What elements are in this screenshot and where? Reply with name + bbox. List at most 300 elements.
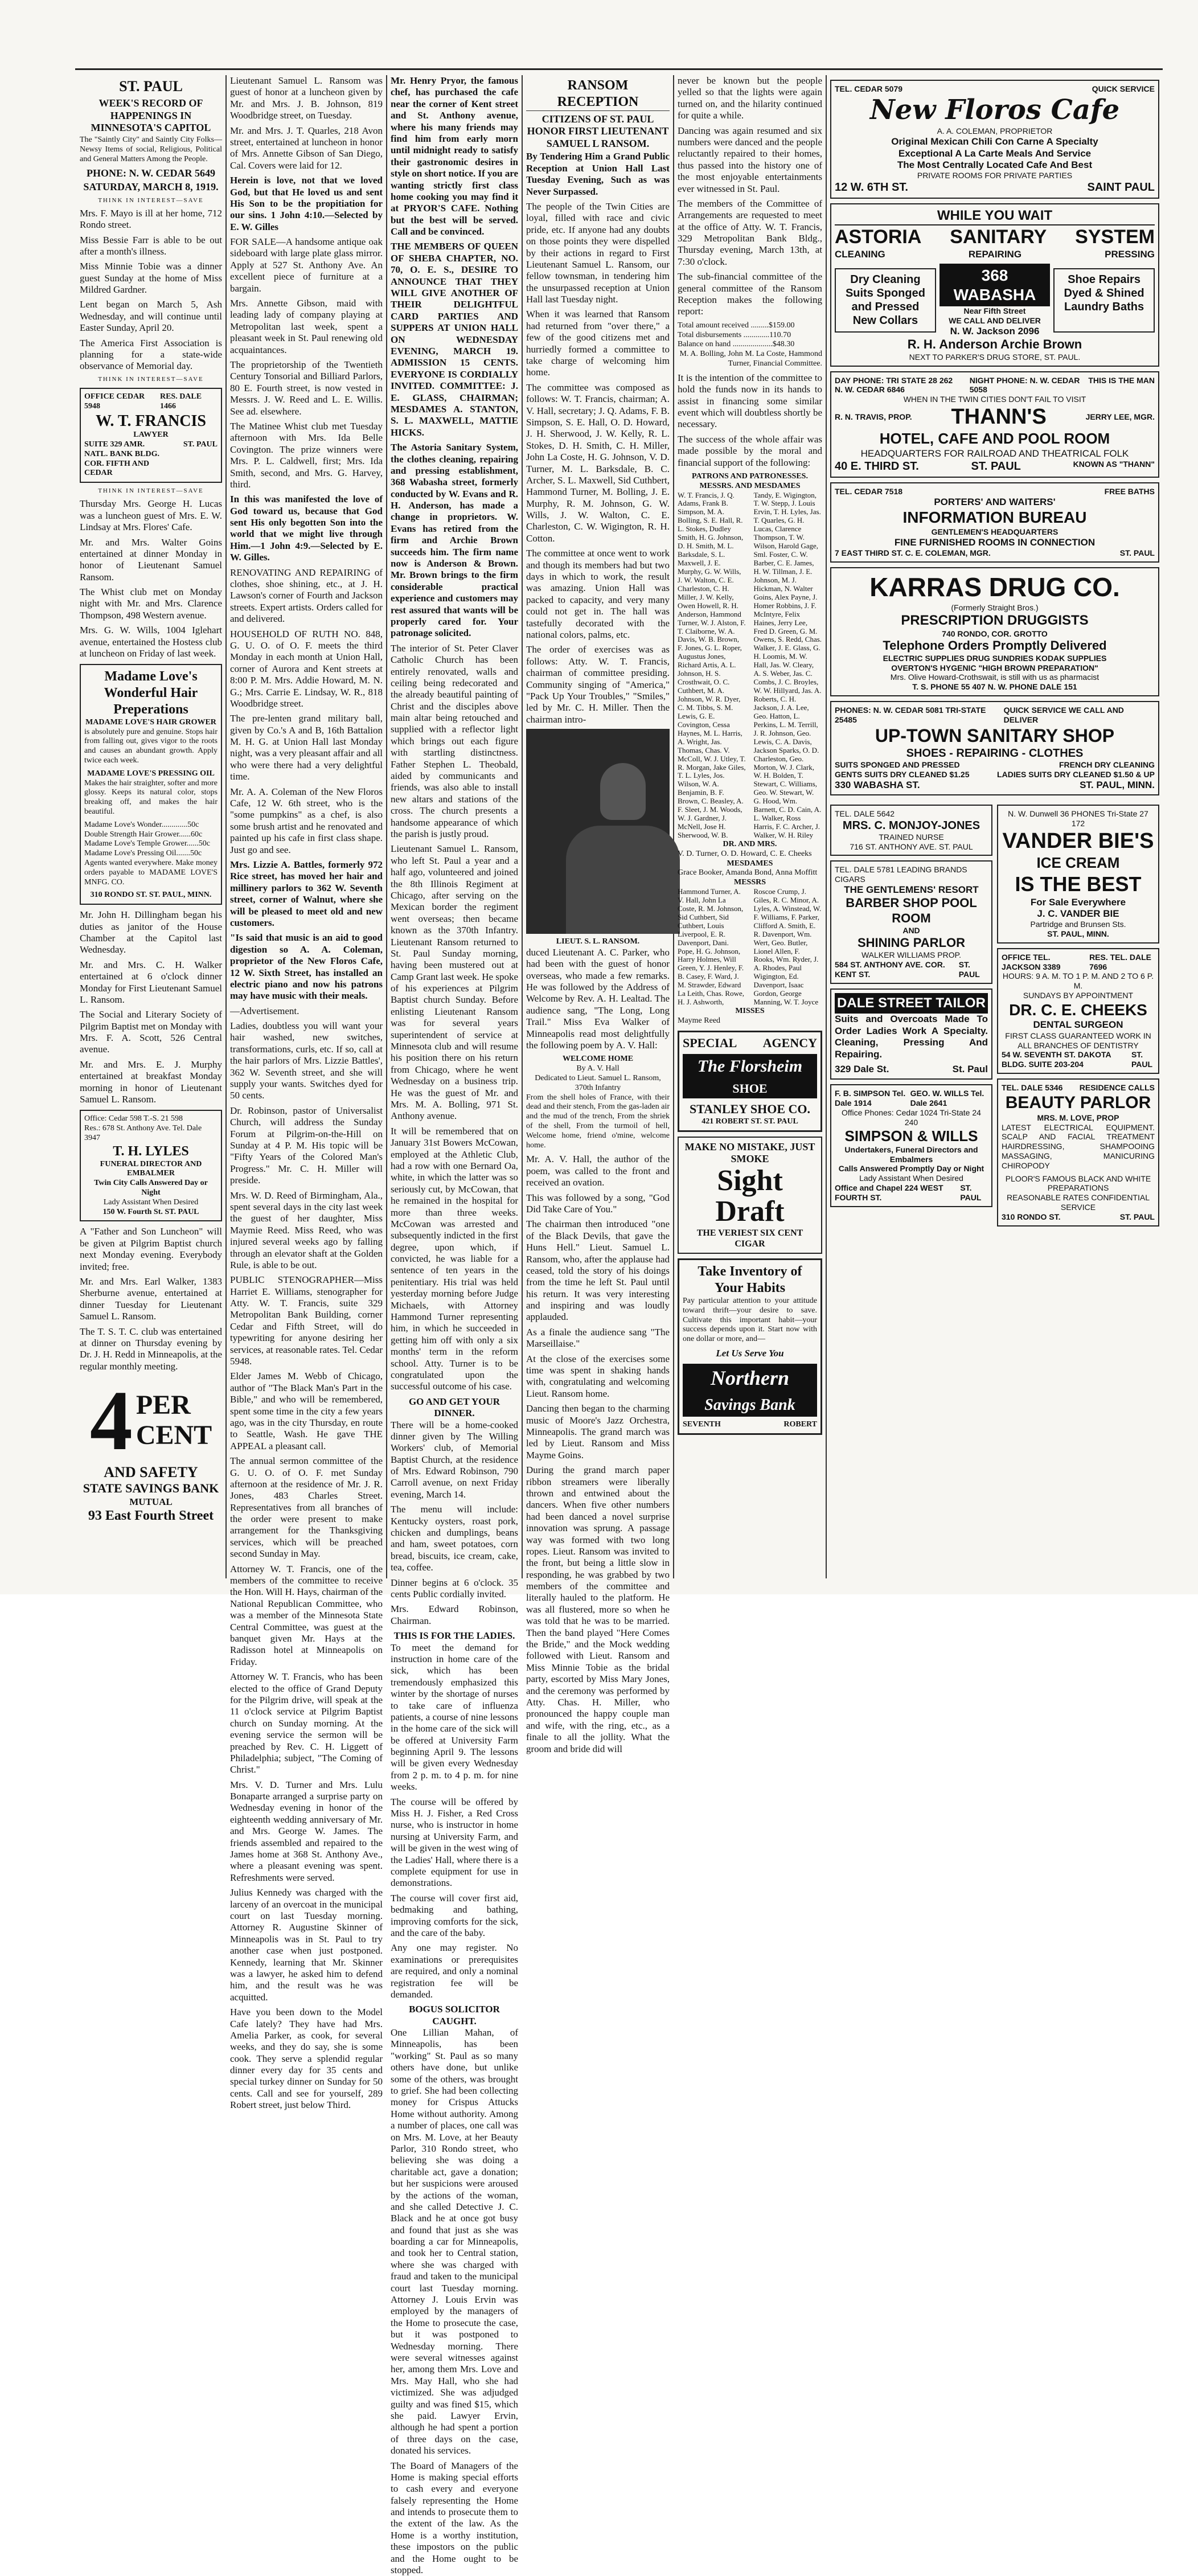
ad-store-name: STANLEY SHOE CO. xyxy=(689,1102,811,1117)
column-4 xyxy=(526,75,670,1754)
ad-line: PRIVATE ROOMS FOR PRIVATE PARTIES xyxy=(917,171,1073,181)
ad-right-box: Shoe Repairs Dyed & Shined Laundry Baths xyxy=(1053,268,1155,333)
ad-role: TRAINED NURSE xyxy=(879,832,944,842)
ad-city: ST. PAUL xyxy=(958,960,980,979)
column-5 xyxy=(678,75,822,1584)
news-item: Mr. and Mrs. Walter Goins entertained at dinner Monday in honor of Lieutenant Samuel Ransom. xyxy=(80,536,222,583)
ad-bank-name: Savings Bank xyxy=(683,1393,817,1417)
ad-lady: Lady Assistant When Desired xyxy=(103,1197,199,1207)
scripture-item: In this was manifested the love of God toward us, because that God sent His only begotten Son into the world that we might live through Him.—1 John 4:9.—Selected by E. W. Gilles. xyxy=(230,494,383,563)
ad-prop: WALKER WILLIAMS PROP. xyxy=(861,950,962,960)
name-list: V. D. Turner, O. D. Howard, C. E. Cheeks xyxy=(678,849,812,858)
article-paragraph: The members of the Committee of Arrangements are requested to meet at the office of Atty. W. T. Francis, 329 Metropolitan Bank Bldg., Thursday evening, March 13th, at 7:30 o'clock. xyxy=(678,198,822,267)
ad-name: KARRAS DRUG CO. xyxy=(869,572,1120,602)
ad-price: LADIES SUITS DRY CLEANED $1.50 & UP xyxy=(997,769,1155,779)
list-heading: DR. AND MRS. xyxy=(723,839,777,848)
news-item: "Is said that music is an aid to good digestion so A. A. Coleman, proprietor of the New Floros Cafe, 12 W. Sixth Street, has installed an electric piano and now his patrons may have music with their meals. xyxy=(230,932,383,1002)
name-list: Mayme Reed xyxy=(678,1016,721,1025)
classified-item: PUBLIC STENOGRAPHER—Miss Harriet E. Williams, stenographer for Atty. W. T. Francis, suite 329 Metropolitan Bank Building, corner Cedar and Fifth Street, will do typewriting for anyone desiring her services, at reasonable rates. Tel. Cedar 5948. xyxy=(230,1274,383,1367)
ad-service: PRESSING xyxy=(1105,248,1155,260)
article-paragraph: The committee was composed as follows: W. T. Francis, chairman; A. V. Hall, secretary; J. Q. Adams, F. B. Simpson, S. E. Hall, O. D. Howard, J. H. Sherwood, J. W. Kelly, R. L. Stokes, D. H. Smith, C. H. Miller, John La Coste, H. G. Johnson, V. D. Turner, M. L. Barksdale, B. C. Archer, S. L. Maxwell, Sid Cuthbert, Hammond Turner, M. Bolling, J. E. Murphy, R. M. Johnson, G. W. Wills, J. W. Walton, C. E. Charleston, C. W. Wigington, R. H. Cotton. xyxy=(526,382,670,544)
news-item: Thursday Mrs. George H. Lucas was a luncheon guest of Mrs. E. W. Lindsay at Mrs. Flores' Cafe. xyxy=(80,498,222,533)
classified-item: RENOVATING AND REPAIRING of clothes, shoe shining, etc., at J. H. Lawson's corner of Fourth and Jackson streets. Expert artists. Orders called for and delivered. xyxy=(230,567,383,625)
news-item: Dr. Robinson, pastor of Universalist Church, will address the Sunday Forum at Pilgrim-on-the-Hill on Sunday at 4 P. M. His topic will be "Fifty Years of the Colored Man's Progress." Mr. C. H. Miller will preside. xyxy=(230,1105,383,1186)
ad-phone: F. B. SIMPSON Tel. Dale 1914 xyxy=(835,1089,906,1108)
portrait-head xyxy=(600,763,646,820)
separator: THINK IN INTEREST—SAVE xyxy=(98,375,204,383)
photo-caption: LIEUT. S. L. RANSOM. xyxy=(556,937,640,946)
ad-phone: TEL. DALE 5781 LEADING BRANDS CIGARS xyxy=(835,865,967,884)
ad-phone: RES. TEL. DALE 7696 xyxy=(1089,952,1151,971)
ad-phone: OFFICE TEL. JACKSON 3389 xyxy=(1002,952,1061,971)
ad-address: 12 W. 6TH ST. xyxy=(835,181,908,194)
article-paragraph: duced Lieutenant A. C. Parker, who had been with the guest of honor overseas, who made a few remarks. He was followed by the Address of Welcome by Rev. A. H. Lealtad. The audience sang, "The Long, Long Trail." Miss Eva Walker of Minneapolis read most delightfully the following poem by A. V. Hall: xyxy=(526,946,670,1051)
ad-phone: N. W. Jackson 2096 xyxy=(950,325,1040,337)
ad-formerly: (Formerly Straight Bros.) xyxy=(951,603,1039,613)
ad-address: 330 WABASHA ST. xyxy=(835,779,920,790)
news-item: Elder James M. Webb of Chicago, author of "The Black Man's Part in the Bible," and who will be remembered, spent some time in the city a few years ago, was in the city Thursday, en route to Seattle, Wash. He gave THE APPEAL a pleasant call. xyxy=(230,1371,383,1451)
ad-city: St. Paul xyxy=(952,1064,988,1075)
column-rule xyxy=(673,75,674,1578)
ad-address: Office and Chapel 224 WEST FOURTH ST. xyxy=(835,1183,943,1202)
ad-line: PLOOR'S FAMOUS BLACK AND WHITE PREPARATIONS xyxy=(1005,1174,1151,1193)
section-blurb: The "Saintly City" and Saintly City Folks—Newsy Items of social, Religious, Political and General Matters Among the People. xyxy=(80,135,222,163)
issue-date: SATURDAY, MARCH 8, 1919. xyxy=(83,181,219,192)
ad-service: REPAIRING xyxy=(968,248,1022,260)
ad-phones: T. S. PHONE 55 407 N. W. PHONE DALE 151 xyxy=(912,682,1077,692)
classified-item: FOR SALE—A handsome antique oak sideboard with large plate glass mirror. Apply at 527 St. Anthony Ave. An excellent piece of furniture at a bargain. xyxy=(230,236,383,294)
news-item: The course will cover first aid, bedmaking and bathing, improving comforts for the sick, and the care of the baby. xyxy=(391,1892,518,1938)
ad-street: SEVENTH xyxy=(683,1420,721,1429)
column-1 xyxy=(80,75,222,1584)
madame-love-ad xyxy=(80,664,222,905)
ad-call: WE CALL AND DELIVER xyxy=(949,316,1041,326)
beauty-parlor-ad xyxy=(997,1078,1159,1227)
ad-word: SANITARY xyxy=(950,225,1047,248)
news-item: Mr. and Mrs. C. H. Walker entertained at 6 o'clock dinner Monday for First Lieutenant Samuel L. Ransom. xyxy=(80,959,222,1005)
news-item: The pre-lenten grand military ball, given by Co.'s A and B, 16th Battalion M. H. G. at Union Hall last Monday night, was a very pleasant affair and all who were there had a very delightful time. xyxy=(230,713,383,782)
ad-safety: AND SAFETY xyxy=(104,1464,198,1481)
ad-address: SUITE 329 AMR. NATL. BANK BLDG. COR. FIFTH AND CEDAR xyxy=(84,440,159,478)
right-ads xyxy=(997,800,1159,1231)
news-item: The Board of Managers of the Home is making special efforts to cash every and everyone falsely representing the Home and intends to prosecute them to the extent of the law. As the Home is a worthy institution, these impostors on the public and the Home ought to be stopped. xyxy=(391,2460,518,2576)
ad-special: SPECIAL xyxy=(683,1035,737,1050)
ad-city: ST. PAUL xyxy=(1119,1212,1155,1221)
article-paragraph: This was followed by a song, "God Did Take Care of You." xyxy=(526,1192,670,1215)
ad-city: ST. PAUL xyxy=(1131,1050,1153,1069)
ad-line: Exceptional A La Carte Meals And Service xyxy=(898,147,1092,159)
ad-name: SIMPSON & WILLS xyxy=(844,1127,978,1145)
ad-name: MRS. C. MONJOY-JONES xyxy=(842,819,980,832)
ad-city: SAINT PAUL xyxy=(1087,181,1155,194)
ad-tagline: MAKE NO MISTAKE, JUST SMOKE xyxy=(684,1141,815,1165)
ad-phone: TEL. CEDAR 7518 xyxy=(835,487,903,497)
ad-line: ELECTRIC SUPPLIES DRUG SUNDRIES KODAK SUPPLIES xyxy=(883,653,1107,663)
monjoy-jones-ad xyxy=(830,805,992,856)
ad-quick: QUICK SERVICE xyxy=(1092,84,1155,93)
ad-name: UP-TOWN SANITARY SHOP xyxy=(875,725,1115,746)
poem-text: From the shell holes of France, with their dead and their stench, From the gas-laden air and the mud of the trench, From the shriek of the shell, From the turmoil of hell, Welcome home, friend o'mine, welcome home. xyxy=(526,1093,670,1150)
article-paragraph: Dancing was again resumed and six numbers were danced and the people reluctantly repaired to their homes, thus passed into the history one of the most enjoyable entertainments ever witnessed in St. Paul. xyxy=(678,125,822,194)
news-item: Mrs. V. D. Turner and Mrs. Lulu Bonaparte arranged a surprise party on Wednesday evening in honor of the eighteenth wedding anniversary of Mr. and Mrs. George W. James. The friends assembled and repaired to the James home at 368 St. Anthony Ave., where a pleasant evening was spent. Refreshments were served. xyxy=(230,1779,383,1883)
advertisement-tag: —Advertisement. xyxy=(230,1005,300,1016)
ad-owner: J. C. VANDER BIE xyxy=(1037,908,1119,919)
news-item: Lieutenant Samuel L. Ransom, who left St. Paul a year and a half ago, volunteered and joined the 8th Illinois Regiment at Chicago, after serving on the Mexican border the regiment went overseas; then became known as the 370th Infantry. Lieutenant Ransom returned to St. Paul Sunday morning, having been mustered out at Camp Grant last week. He spoke of his experiences at Pilgrim Baptist church Sunday. Before enlisting Lieutenant Ransom was for several years superintendent of service at Minnesota club and will resume his position there on his return from Chicago, where he went Wednesday on a business trip. He was the guest of Mr. and Mrs. M. A. Bolling, 971 St. Anthony avenue. xyxy=(391,843,518,1122)
ad-line: Mrs. Olive Howard-Crothswait, is still with us as pharmacist xyxy=(890,672,1099,682)
ad-address: 421 ROBERT ST. ST. PAUL xyxy=(701,1117,798,1126)
ad-sunday: SUNDAYS BY APPOINTMENT xyxy=(1023,991,1134,1000)
ad-address: 7 EAST THIRD ST. C. E. COLEMAN, MGR. xyxy=(835,548,991,558)
article-heading: GO AND GET YOUR DINNER. xyxy=(408,1396,500,1419)
list-heading: PATRONS AND PATRONESSES. xyxy=(692,471,808,481)
ad-name: VANDER BIE'S xyxy=(1002,828,1154,853)
simpson-wills-ad xyxy=(830,1084,992,1207)
ad-caption: THIS IS THE MAN xyxy=(1088,375,1155,385)
ad-agents: Agents wanted everywhere. Make money orders payable to MADAME LOVE'S MNFG. CO. xyxy=(84,858,218,887)
ad-line: SUITS SPONGED AND PRESSED xyxy=(835,760,960,769)
ad-phone: Res.: 678 St. Anthony Ave. Tel. Dale 3947 xyxy=(84,1124,202,1143)
news-item: Attorney W. T. Francis, one of the members of the committee to receive the Hon. Will H. Hays, chairman of the National Republican Committee, who was a member of the Minnesota State Central Committee, was guest at the banquet given Mr. Hays at the Radisson hotel at Minneapolis on Friday. xyxy=(230,1563,383,1667)
portrait-photo xyxy=(526,729,670,934)
ad-city: ST. PAUL xyxy=(971,460,1021,473)
news-item: Mrs. G. W. Wills, 1004 Iglehart avenue, entertained the Hostess club at luncheon on Friday of last week. xyxy=(80,625,222,659)
ad-address: 310 RONDO ST. ST. PAUL, MINN. xyxy=(90,891,212,900)
ad-slogan: Let Us Serve You xyxy=(716,1347,784,1359)
article-paragraph: The chairman then introduced "one of the Black Devils, that gave the Huns Hell." Lieut. Samuel L. Ransom, who, after the applause had ceased, told the story of his doings from the time he left St. Paul until his return. It was very interesting and inspiring and was loudly applauded. xyxy=(526,1219,670,1323)
ad-line: FRENCH DRY CLEANING xyxy=(1058,760,1155,769)
news-item: The Matinee Whist club met Tuesday afternoon with Mrs. Ida Belle Covington. The prize winners were Mrs. P. L. Caldwell, first; Mrs. Ida Smith, second, and Mrs. G. Harvey, third. xyxy=(230,420,383,490)
ad-known: KNOWN AS "THANN" xyxy=(1073,460,1155,469)
ad-name: W. T. FRANCIS xyxy=(96,412,206,430)
column-rule xyxy=(225,75,227,1578)
article-paragraph: The people of the Twin Cities are loyal, filled with race and civic pride, etc. If anyone had any doubts on those points they were dispelled by their actions in regard to First Lieutenant Samuel L. Ransom, our fellow townsman, in tendering him the unsurpassed reception at Union Hall last Tuesday night. xyxy=(526,200,670,305)
article-paragraph: When it was learned that Ransom had returned from "over there," a few of the good citizens met and hurriedly formed a committee to take charge of welcoming him home. xyxy=(526,309,670,378)
florsheim-ad xyxy=(678,1031,822,1132)
ad-line: SHOES - REPAIRING - CLOTHES xyxy=(906,746,1084,760)
ad-body: LATEST ELECTRICAL EQUIPMENT. SCALP AND FACIAL TREATMENT HAIRDRESSING, SHAMPOOING MASSAGING, MANICURING CHIROPODY xyxy=(1002,1122,1155,1170)
article-paragraph: The success of the whole affair was made possible by the moral and financial support of the following: xyxy=(678,433,822,468)
news-item: Miss Minnie Tobie was a dinner guest Sunday at the home of Miss Mildred Gardner. xyxy=(80,261,222,296)
ad-name: T. H. LYLES xyxy=(113,1143,189,1159)
ad-phones: PHONES: N. W. CEDAR 5081 TRI-STATE 25485 xyxy=(835,705,986,724)
dale-tailor-ad xyxy=(830,988,992,1080)
ad-address: 584 ST. ANTHONY AVE. COR. KENT ST. xyxy=(835,960,945,979)
ad-city: ST. PAUL xyxy=(1119,548,1155,558)
ad-line: GENTLEMEN'S HEADQUARTERS xyxy=(931,527,1058,536)
ad-title: Madame Love's Wonderful Hair Preperations xyxy=(104,669,198,717)
office-phone: OFFICE CEDAR 5948 xyxy=(84,392,145,411)
ad-big-number: 4 xyxy=(89,1373,133,1469)
ad-line: REASONABLE RATES CONFIDENTIAL SERVICE xyxy=(1006,1193,1150,1212)
article-lead: By Tendering Him a Grand Public Reception at Union Hall Last Tuesday Evening, Such as was Never Surpassed. xyxy=(526,151,670,197)
news-item: Have you been down to the Model Cafe lately? They have had Mrs. Amelia Parker, as cook, for several weeks, and they do say, she is some cook. They serve a splendid regular dinner every day for 35 cents and special turkey dinner on Sunday for 50 cents. Call and see for yourself, 289 Robert street, just below Third. xyxy=(230,2007,383,2111)
ad-phones: N. W. Dunwell 36 PHONES Tri-State 27 172 xyxy=(1008,809,1148,828)
news-item: Mrs. F. Mayo is ill at her home, 712 Rondo street. xyxy=(80,207,222,231)
name-list: Hammond Turner, A. V. Hall, John La Coste, R. M. Johnson, Sid Cuthbert, Sid Cuthbert, Louis Liverpool, E. R. Davenport, Dani. Pope, H. G. Johnson, Harry Holmes, Will Green, Y. J. Henley, F. B. Casey, F. Ward, J. M. Strawder, Edward La Leith, Chas. Rowe, H. J. Ashworth, Roscoe Crump, J. Giles, R. C. Minor, A. Lyles, A. Winstead, W. F. Williams, F. Parker, Clifford A. Smith, E. R. Davenport, Wm. Wert, Geo. Butler, Lionel Allen, F. Rooks, Wm. Ryder, J. A. Rhodes, Paul Wigington, Ed. Davenport, Isaac Gordon, George Manning, W. T. Joyce xyxy=(678,887,822,1007)
section-subtitle: WEEK'S RECORD OF HAPPENINGS IN MINNESOTA'S CAPITOL xyxy=(91,97,211,134)
club-notice: THE MEMBERS OF QUEEN OF SHEBA CHAPTER, NO. 70, O. E. S., DESIRE TO ANNOUNCE THAT THEY WILL GIVE ANOTHER OF THEIR DELIGHTFUL CARD PARTIES AND SUPPERS AT UNION HALL ON WEDNESDAY EVENING, MARCH 19. ADMISSION 15 CENTS. EVERYONE IS CORDIALLY INVITED. COMMITTEE: J. E. GLASS, CHAIRMAN; MESDAMES A. STANTON, S. L. MAXWELL, MATTIE HICKS. xyxy=(391,241,518,438)
ad-baths: FREE BATHS xyxy=(1104,487,1155,497)
article-subtitle: CITIZENS OF ST. PAUL HONOR FIRST LIEUTENANT SAMUEL L RANSOM. xyxy=(527,113,669,149)
ad-left-box: Dry Cleaning Suits Sponged and Pressed New Collars xyxy=(835,268,936,333)
ad-mutual: MUTUAL xyxy=(129,1496,173,1507)
article-paragraph: Mr. A. V. Hall, the author of the poem, was called to the front and received an ovation. xyxy=(526,1154,670,1188)
price-line: Madame Love's Temple Grower......50c xyxy=(84,839,210,848)
finance-line: Total amount received .........$159.00 xyxy=(678,321,795,330)
ad-per: PER xyxy=(136,1390,191,1421)
information-bureau-ad xyxy=(830,482,1159,563)
column-rule xyxy=(386,75,387,1578)
news-item: The annual sermon committee of the G. U. O. of O. F. met Sunday afternoon at the residence of Mr. J. R. Jones, 483 Charles Street. Representatives from all branches of the order were present to make arrangement for the Thanksgiving services, which will be preached second Sunday in May. xyxy=(230,1455,383,1560)
ad-role: DENTAL SURGEON xyxy=(1033,1019,1123,1031)
francis-ad xyxy=(80,388,222,483)
ad-product: ICE CREAM xyxy=(1036,854,1120,872)
scripture-item: Herein is love, not that we loved God, but that He loved us and sent His Son to be the propitiation for our sins. 1 John 4:10.—Selected by E. W. Gilles xyxy=(230,175,383,232)
separator: THINK IN INTEREST—SAVE xyxy=(98,487,204,495)
ad-price: GENTS SUITS DRY CLEANED $1.25 xyxy=(835,769,970,779)
ad-address: 368 WABASHA xyxy=(939,264,1050,306)
ad-line: For Sale Everywhere xyxy=(1030,896,1126,908)
list-heading: MESSRS xyxy=(733,878,766,887)
ad-word: ASTORIA xyxy=(835,225,922,248)
ad-prop: R. N. TRAVIS, PROP. xyxy=(835,412,912,422)
article-paragraph: At the close of the exercises some time was spent in shaking hands with, congratulating and welcoming Lieut. Ransom home. xyxy=(526,1353,670,1399)
ad-city: ST. PAUL xyxy=(183,440,218,449)
ad-calls: Twin City Calls Answered Day or Night xyxy=(94,1179,208,1197)
ad-slogan: IS THE BEST xyxy=(1015,872,1142,896)
news-item: Lieutenant Samuel L. Ransom was guest of honor at a luncheon given by Mr. and Mrs. J. B. Johnson, 819 Woodbridge street, on Tuesday. xyxy=(230,75,383,121)
res-phone: RES. DALE 1466 xyxy=(159,392,202,411)
northern-savings-ad xyxy=(678,1258,822,1435)
ad-tagline: THE VERIEST SIX CENT CIGAR xyxy=(696,1228,803,1249)
ad-line: BARBER SHOP POOL ROOM xyxy=(846,896,977,925)
news-item: The proprietorship of the Twentieth Century Tonsorial and Billiard Parlors, 80 E. Fourth street, is now vested in Messrs. J. W. Reed and L. E. Willis. See ad. elsewhere. xyxy=(230,359,383,417)
news-item: The T. S. T. C. club was entertained at dinner on Thursday evening by Dr. J. H. Redd in Minneapolis, at the regular monthly meeting. xyxy=(80,1326,222,1372)
ad-headline: Take Inventory of Your Habits xyxy=(698,1264,802,1296)
news-item: There will be a home-cooked dinner given by The Willing Workers' club, of Memorial Baptist Church, at the residence of Mrs. Edward Robinson, 790 Carroll avenue, on next Friday evening, March 14. xyxy=(391,1419,518,1500)
ad-address: 716 ST. ANTHONY AVE. ST. PAUL xyxy=(850,842,973,851)
ad-phone: Office: Cedar 598 T.-S. 21 598 xyxy=(84,1114,183,1123)
ad-desc: Makes the hair straighter, softer and more glossy. Keeps its natural color, stops breaking off, and makes the hair beautiful. xyxy=(84,778,218,816)
ad-address: 40 E. THIRD ST. xyxy=(835,460,919,473)
name-list: W. T. Francis, J. Q. Adams, Frank B. Simpson, M. A. Bolling, S. E. Hall, R. L. Stokes, Dudley Smith, H. G. Johnson, D. H. Smith, M. L. Barksdale, S. L. Maxwell, J. E. Murphy, G. W. Wills, J. W. Walton, C. E. Charleston, C. H. Miller, J. W. Kelly, Owen Howell, R. H. Anderson, Hammond Turner, W. J. Alston, F. T. Claiborne, W. A. Davis, W. B. Brown, F. Jones, G. L. Roper, Augustus Jones, Richard Artis, A. L. Johnson, H. S. Crosthwait, O. C. Cuthbert, M. A. Johnson, W. R. Dyer, C. M. Tibbs, S. M. Lewis, G. E. Covington, Cessa Haynes, M. L. Harris, A. Wright, Jas. Thomas, Chas. V. McColl, W. J. Utley, T. R. Morgan, Jake Giles, T. L. Lyles, Jos. Wilson, W. A. Benjamin, B. F. Brown, C. Beasley, A. F. Sleet, J. M. Woods, W. J. Gardner, J. McNell, Jose H. Sherwood, W. B. Tandy, E. Wigington, T. W. Stepp, J. Louis Ervin, T. H. Lyles, Jas. T. Quarles, G. H. Lucas, Clarence Thompson, T. W. Wilson, Harold Gage, Sml. Foster, C. W. Barber, C. E. James, H. W. Tillman, J. E. Johnson, M. J. Hickman, N. Walter Goins, Alex Payne, J. Homer Robbins, J. F. McIntyre, Felix Haines, Jerry Lee, Fred D. Green, G. M. Owens, S. Redd, Chas. Walker, J. E. Glass, G. H. Loomis, M. W. Hall, Jas. W. Cleary, A. S. Weber, Jas. C. Combs, J. C. Broyles, W. W. Hillyard, Jas. A. Roberts, C. H. Jackson, J. A. Lee, Geo. Hatton, L. Perkins, L. M. Terrill, J. R. Johnson, Geo. Lewis, C. A. Davis, Jackson Sparks, O. D. Charleston, Geo. Morton, W. J. Clark, W. H. Bolden, T. Stewart, C. Williams, Geo. W. Stewart, W. G. Hood, Wm. Barnett, C. D. Cain, A. L. Walker, Ross Harris, F. C. Archer, J. Walker, W. H. Riley xyxy=(678,490,822,840)
news-item: A "Father and Son Luncheon" will be given at Pilgrim Baptist church next Monday evening. Everybody invited; free. xyxy=(80,1226,222,1272)
news-item: The menu will include: Kentucky oysters, roast pork, chicken and dumplings, beans and ham, sweet potatoes, corn bread, biscuits, ice cream, cake, tea, coffee. xyxy=(391,1504,518,1573)
ad-phone: TEL. CEDAR 5079 xyxy=(835,84,903,93)
ad-address: 93 East Fourth Street xyxy=(88,1508,214,1524)
news-item: Mr. and Mrs. E. J. Murphy entertained at breakfast Monday morning in honor of Lieutenant Samuel L. Ransom. xyxy=(80,1059,222,1105)
ad-and: AND xyxy=(902,926,920,936)
ad-line: FINE FURNISHED ROOMS IN CONNECTION xyxy=(894,536,1096,548)
ad-body: Pay particular attention to your attitude toward thrift—your desire to save. Cultivate this important habit—your success depends upon it. Start now with one dollar or more, and— xyxy=(683,1296,817,1344)
news-item: The interior of St. Peter Claver Catholic Church has been entirely renovated, walls and ceiling being redecorated and the already beautiful painting of Christ and the disciples above main altar being retouched and supplied with a reflector light which brings out each figure with startling distinctness. Father Stephen L. Theobald, aided by communicants and friends, was also able to install new altars and stations of the cross. The church presents a handsome appearance of which the parish is justly proud. xyxy=(391,642,518,839)
ad-near: Near Fifth Street xyxy=(963,306,1026,316)
ad-address: 329 Dale St. xyxy=(835,1064,889,1075)
article-paragraph: The order of exercises was as follows: Atty. W. T. Francis, chairman of committee presiding. Community singing of "America," "Pack Up Your Troubles," "Smiles," led by Mr. C. H. Miller. Then the chairman intro- xyxy=(526,644,670,725)
ad-phone: NIGHT PHONE: N. W. CEDAR 5058 xyxy=(969,375,1080,395)
finance-line: Balance on hand ....................$48.30 xyxy=(678,340,795,349)
news-item: It will be remembered that on January 31st Bowers McCowan, employed at the Athletic Club, had a row with one Bernard Oa, white, in which the latter was so seriously cut, by McCowan, that he remained in the hospital for more than three weeks. McCowan was arrested and subsequently indicted in the first degree, upon which, if convicted, he was liable for a sentence of ten years in the penitentiary. His trial was held yesterday morning before Judge Michaels, with Attorney Hammond Turner representing him, in which he succeeded in getting him off with only a six months' term in the reform school. Atty. Turner is to be congratulated upon the successful outcome of his case. xyxy=(391,1125,518,1392)
ad-cafe-name: New Floros Cafe xyxy=(869,93,1120,126)
ad-phone: TEL. DALE 5642 xyxy=(835,809,895,818)
ad-name: INFORMATION BUREAU xyxy=(902,508,1087,527)
ad-line: Original Mexican Chili Con Carne A Specialty xyxy=(891,136,1098,147)
ad-role: FUNERAL DIRECTOR AND EMBALMER xyxy=(100,1159,202,1178)
list-heading: MESDAMES xyxy=(727,859,773,868)
ad-bank-name: STATE SAVINGS BANK xyxy=(83,1481,219,1496)
news-item: The Whist club met on Monday night with Mr. and Mrs. Clarence Thompson, 498 Western avenue. xyxy=(80,586,222,621)
news-item: Any one may register. No examinations or prerequisites are required, and only a nominal registration fee will be demanded. xyxy=(391,1942,518,2000)
ad-product: MADAME LOVE'S PRESSING OIL xyxy=(87,769,215,778)
news-item: One Lillian Mahan, of Minneapolis, has been "working" St. Paul as so many others have done, but unlike some of the others, was brought to grief. She had been collecting money for Crispus Attucks Home without authority. Among a number of places, one call was on Mrs. M. Love, at her Beauty Parlor, 310 Rondo street, who believing she was doing a charitable act, gave a donation; but her suspicions were aroused by the actions of the woman, and she called Detective J. C. Black and he at once got busy and found that just as she was boarding a car for Minneapolis, and took her to Central station, where she was charged with fraud and taken to the municipal court last Tuesday morning. Attorney J. Louis Ervin was employed by the managers of the Home to prosecute the case, but it was postponed to Wednesday morning. There were several witnesses against her, among them Mrs. Love and Mrs. May Hall, who she had victimized. She was adjudged guilty and was fined $15, which she paid. Lawyer Ervin, although he had spent a portion of three days on the case, donated his services. xyxy=(391,2027,518,2456)
ad-city: ST. PAUL xyxy=(960,1183,982,1202)
news-item: Mr. and Mrs. J. T. Quarles, 218 Avon street, entertained at luncheon in honor of Mrs. Annette Gibson of San Diego, Cal. Covers were laid for 12. xyxy=(230,125,383,171)
article-paragraph: The sub-financial committee of the general committee of the Ransom Reception makes the following report: xyxy=(678,271,822,317)
price-line: Madame Love's Pressing Oil.......50c xyxy=(84,849,202,858)
finance-line: Total disbursements .............110.70 xyxy=(678,330,791,339)
article-paragraph: never be known but the people yelled so that the lights were again turned on, and the hilarity continued for quite a while. xyxy=(678,75,822,121)
ad-body: Suits and Overcoats Made To Order Ladies Work A Specialty. Cleaning, Pressing And Repairing. xyxy=(835,1014,988,1060)
news-item: Mrs. W. D. Reed of Birmingham, Ala., spent several days in the city last week the guest of her daughter, Miss Maymie Reed. Miss Reed, who was injured several weeks ago by falling through an elevator shaft at the Golden Rule, is able to be out. xyxy=(230,1189,383,1270)
ad-hotel: HOTEL, CAFE AND POOL ROOM xyxy=(879,430,1110,448)
ad-name: THE GENTLEMENS' RESORT xyxy=(844,884,979,895)
ad-line: SHINING PARLOR xyxy=(857,935,966,950)
ad-brand: The Florsheim xyxy=(683,1054,817,1079)
ad-calls: RESIDENCE CALLS xyxy=(1079,1083,1155,1093)
news-item: To meet the demand for instruction in home care of the sick, which has been tremendously emphasized this winter by the shortage of nurses to take care of influenza patients, a course of nine lessons in the home care of the sick will be offered at University Farm beginning April 9. The lessons will be given every Wednesday from 2 p. m. to 4 p. m. for nine weeks. xyxy=(391,1642,518,1792)
ad-desc: is absolutely pure and genuine. Stops hair from falling out, gives vigor to the roots and causes an abundant growth. Apply twice each week. xyxy=(84,727,218,765)
article-paragraph: The committee at once went to work and though its members had but two days in which to work, the result was amazing. Union Hall was packed to capacity, and very many could not get in. The hall was tastefully decorated with the national colors, palms, etc. xyxy=(526,548,670,640)
ad-address: 310 RONDO ST. xyxy=(1002,1212,1061,1221)
ad-hq: HEADQUARTERS FOR RAILROAD AND THEATRICAL FOLK xyxy=(860,448,1129,459)
sight-draft-ad xyxy=(678,1137,822,1254)
ad-calls: Calls Answered Promptly Day or Night xyxy=(838,1164,984,1174)
ad-name: THANN'S xyxy=(951,404,1047,429)
ad-bank-name: Northern xyxy=(683,1364,817,1393)
ad-mgr: JERRY LEE, MGR. xyxy=(1085,412,1155,422)
lodge-notice: HOUSEHOLD OF RUTH NO. 848, G. U. O. of O. F. meets the third Monday in each month at Union Hall, corner of Aurora and Kent streets at 8:00 P. M. Mrs. Addie Howard, M. N. G.; Mrs. Carrie E. Lindsay, W. R., 818 Woodbridge street. xyxy=(230,628,383,709)
ad-line: PORTERS' AND WAITERS' xyxy=(934,496,1056,507)
ad-line: WHEN IN THE TWIN CITIES DON'T FAIL TO VISIT xyxy=(903,395,1086,404)
lyles-ad xyxy=(80,1110,222,1221)
ad-address: 54 W. SEVENTH ST. DAKOTA BLDG. SUITE 203-204 xyxy=(1002,1050,1111,1069)
ad-name: DR. C. E. CHEEKS xyxy=(1009,1000,1147,1019)
news-item: Dinner begins at 6 o'clock. 35 cents Public cordially invited. xyxy=(391,1577,518,1599)
ad-line: PRESCRIPTION DRUGGISTS xyxy=(901,612,1089,628)
article-title: RANSOM RECEPTION xyxy=(526,77,670,111)
news-item: The Astoria Sanitary System, the clothes cleaning, repairing and pressing establishment, 368 Wabasha street, formerly conducted by W. Evans and R. H. Anderson, has made a change in proprietors. W. Evans has retired from the firm and Archie Brown succeeds him. The firm name now is Anderson & Brown. Mr. Brown brings to the firm considerable practical experience and customers may rest assured that wants will be properly cared for. Your patronage solicited. xyxy=(391,442,518,639)
finance-signature: M. A. Bolling, John M. La Coste, Hammond Turner, Financial Committee. xyxy=(679,350,822,368)
ad-role: LAWYER xyxy=(133,430,169,440)
column-rule xyxy=(826,75,827,1578)
ad-city: ST. PAUL, MINN. xyxy=(1047,929,1109,939)
uptown-sanitary-ad xyxy=(830,701,1159,795)
article-paragraph: Dancing then began to the charming music of Moore's Jazz Orchestra, Minneapolis. The grand march was led by Lieut. Ransom and Miss Mayme Goins. xyxy=(526,1403,670,1461)
ad-office: Office Phones: Cedar 1024 Tri-State 24 240 xyxy=(842,1108,981,1127)
ad-role: Undertakers, Funeral Directors and Embalmers xyxy=(844,1145,978,1164)
ad-hours: HOURS: 9 A. M. TO 1 P. M. AND 2 TO 6 P. M. xyxy=(1002,971,1154,991)
news-item: Mr. John H. Dillingham began his duties as janitor of the House Chamber at the Capitol last Wednesday. xyxy=(80,909,222,955)
ad-street: ROBERT xyxy=(783,1420,817,1429)
column-2 xyxy=(230,75,383,2111)
news-item: Mr. Henry Pryor, the famous chef, has purchased the cafe near the corner of Kent street and St. Anthony avenue, where his many friends may find him from early morn until midnight ready to satisfy their gastronomic desires in style on short notice. If you are wanting strictly first class home cooking you may find it at PRYOR'S CAFE. Nothing but the best will be served. Call and be convinced. xyxy=(391,75,518,237)
ad-product: MADAME LOVE'S HAIR GROWER xyxy=(85,717,216,727)
karras-drug-ad xyxy=(830,567,1159,696)
article-heading: THIS IS FOR THE LADIES. xyxy=(393,1630,515,1642)
article-paragraph: During the grand march paper ribbon streamers were liberally thrown and entwined about the dancers. When five other numbers had been danced a novel surprise innovation was sprung. A passage way was formed with two long ropes. Lieut. Ransom was invited to the front, but being a little slow in responding, he was grabbed by two members of the committee and literally hauled to the platform. He was all flustered, more so when he was told that he was to be married. Then the band played "Here Comes the Bride," and the Mock wedding followed with Lieut. Ransom and Miss Minnie Tobie as the bridal party, escorted by Miss Mary Jones, and the ceremony was performed by Atty. Chas. H. Miller, who pronounced the happy couple man and wife, with the ring, etc., as a finale to all the jollity. What the groom and bride did will xyxy=(526,1465,670,1754)
list-heading: MESSRS. AND MESDAMES xyxy=(699,481,801,490)
news-item: The course will be offered by Miss H. J. Fisher, a Red Cross nurse, who is instructor in home nursing at University Farm, and will be given in the west wing of the Ladies' Hall, where there is a complete equipment for use in demonstrations. xyxy=(391,1796,518,1889)
article-paragraph: As a finale the audience sang "The Marseillaise." xyxy=(526,1326,670,1349)
ad-phone: DAY PHONE: TRI STATE 28 262 N. W. CEDAR 6846 xyxy=(835,375,953,395)
ad-city: ST. PAUL, MINN. xyxy=(1080,779,1155,790)
thanns-ad xyxy=(830,371,1159,478)
article-paragraph: It is the intention of the committee to hold the funds now in its hands to assist in financing some similar event which will doubtless shortly be necessary. xyxy=(678,372,822,430)
column-6 xyxy=(830,75,1159,1584)
ad-line: OVERTON'S HYGENIC "HIGH BROWN PREPARATION" xyxy=(891,663,1098,672)
ad-word: SYSTEM xyxy=(1075,225,1155,248)
vander-bie-ad xyxy=(997,805,1159,944)
price-line: Madame Love's Wonder.............50c xyxy=(84,820,199,829)
separator: THINK IN INTEREST—SAVE xyxy=(98,196,204,204)
news-item: Mrs. Edward Robinson, Chairman. xyxy=(391,1603,518,1626)
astoria-ad xyxy=(830,203,1159,366)
ad-line: The Most Centrally Located Cafe And Best xyxy=(897,159,1093,170)
ad-service: CLEANING xyxy=(835,248,885,260)
ad-headline: WHILE YOU WAIT xyxy=(835,208,1155,225)
news-item: Julius Kennedy was charged with the larceny of an overcoat in the municipal court on last Tuesday morning. Attorney R. Augustine Skinner of Minneapolis was in St. Paul to try another case when just postponed. Kennedy, learning that Mr. Skinner was a lawyer, he asked him to defend him, and the result was he was acquitted. xyxy=(230,1887,383,2003)
ad-address: 740 RONDO, COR. GROTTO xyxy=(942,629,1048,638)
poem-dedication: Dedicated to Lieut. Samuel L. Ransom, 370th Infantry xyxy=(535,1074,661,1092)
news-item: The America First Association is planning for a state-wide observance of Memorial day. xyxy=(80,337,222,372)
ad-cigar-name: Sight Draft xyxy=(715,1164,785,1228)
ad-quick: QUICK SERVICE WE CALL AND DELIVER xyxy=(1003,705,1124,724)
name-list: Grace Booker, Amanda Bond, Anna Moffitt xyxy=(678,868,818,877)
column-rule xyxy=(522,75,523,1578)
ad-proprietor: A. A. COLEMAN, PROPRIETOR xyxy=(937,126,1053,136)
state-savings-ad xyxy=(80,1373,222,1524)
ad-lady: Lady Assistant When Desired xyxy=(859,1174,963,1183)
portrait-uniform xyxy=(566,826,680,934)
news-item: Mrs. Annette Gibson, maid with leading lady of company playing at Metropolitan last week, spent a pleasant week in St. Paul renewing old acquaintances. xyxy=(230,298,383,355)
news-item: Mrs. Lizzie A. Battles, formerly 972 Rice street, has moved her hair and millinery parlors to 362 W. Seventh street, corner of Walnut, where she will be pleased to meet old and new customers. xyxy=(230,859,383,928)
news-item: The Social and Literary Society of Pilgrim Baptist met on Monday with Mrs. F. A. Scott, 526 Central avenue. xyxy=(80,1009,222,1055)
cheeks-dental-ad xyxy=(997,948,1159,1074)
list-heading: MISSES xyxy=(735,1007,765,1016)
ad-address: Partridge and Brunsen Sts. xyxy=(1030,920,1126,929)
left-ads xyxy=(830,800,992,1231)
ad-phone: GEO. W. WILLS Tel. Dale 2641 xyxy=(910,1089,984,1108)
gentlemens-resort-ad xyxy=(830,860,992,983)
ad-next: NEXT TO PARKER'S DRUG STORE, ST. PAUL. xyxy=(909,352,1081,362)
ad-name: DALE STREET TAILOR xyxy=(835,993,988,1014)
column-3 xyxy=(391,75,518,2576)
ad-agency: AGENCY xyxy=(762,1035,817,1050)
ad-phone: TEL. DALE 5346 xyxy=(1002,1083,1063,1093)
phone-line: PHONE: N. W. CEDAR 5649 xyxy=(86,167,216,179)
article-heading: BOGUS SOLICITOR CAUGHT. xyxy=(409,2004,500,2027)
floros-cafe-ad xyxy=(830,80,1159,199)
ad-cent: CENT xyxy=(136,1420,212,1451)
ad-line: Telephone Orders Promptly Delivered xyxy=(883,638,1107,653)
ad-name: BEAUTY PARLOR xyxy=(1005,1093,1151,1112)
news-item: Mr. A. A. Coleman of the New Floros Cafe, 12 W. 6th street, who is the "some pumpkins" as a chef, is also some brush artist and he renovated and painted up his cafe in first class shape. Just go and see. xyxy=(230,786,383,855)
poem-author: By A. V. Hall xyxy=(576,1064,619,1073)
price-line: Double Strength Hair Grower......60c xyxy=(84,830,203,839)
section-title: ST. PAUL xyxy=(119,78,183,95)
ad-shoe: SHOE xyxy=(683,1079,817,1098)
news-item: Ladies, doubtless you will want your hair washed, new switches, transformations, curls, etc. If so, call at the hair parlors of Mrs. Lizzie Battles', 362 W. Seventh street, and she will supply your wants. Switches dyed for 50 cents. xyxy=(230,1020,383,1101)
